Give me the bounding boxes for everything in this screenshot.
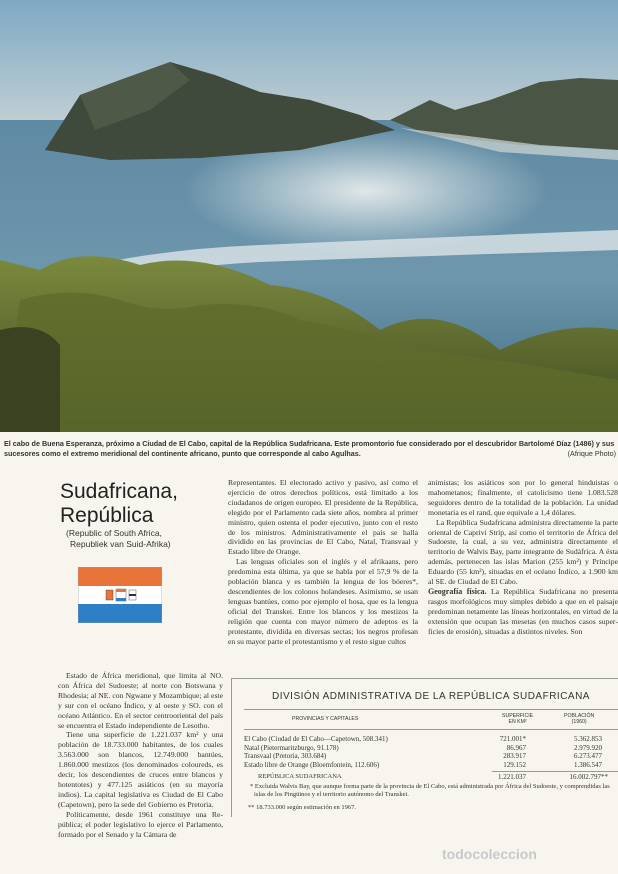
province-name: Transvaal (Pretoria, 303.684) <box>244 752 327 760</box>
photo-caption <box>4 439 616 459</box>
article-column-1 <box>58 671 223 839</box>
col-provinces-header: PROVINCIAS Y CAPITALES <box>292 716 359 722</box>
province-population: 1.386.547 <box>574 760 602 769</box>
article-column-3 <box>428 478 618 637</box>
total-area: 1.221.037 <box>498 773 526 781</box>
article-subtitle <box>66 528 171 550</box>
province-population: 2.979.920 <box>574 743 602 752</box>
table-title: DIVISIÓN ADMINISTRATIVA DE LA REPÚBLICA SUDAFRICANA <box>272 691 590 702</box>
landscape-photo <box>0 0 618 432</box>
title-line-2: República <box>60 504 154 527</box>
paragraph: Tiene una superficie de 1.221.037 km² y una población de 18.733.000 habitantes, de los cuales 3.563.000 son blancos, 12.749.000 bantúes, 1.860.000 mestizos (los denominados coloureds, es decir, los descendientes de cruces entre blancos y hotentotes) y 477.125 asiáticos (en su mayoría indios). La capital legislativa es Ciudad de El Cabo (Capetown), pero la sede del Gobierno es Pretoria. <box>58 730 223 809</box>
col-population-label: POBLACIÓN <box>564 713 595 719</box>
administrative-division-table <box>231 678 618 817</box>
province-name: Estado libre de Orange (Bloemfontein, 112.606) <box>244 760 380 769</box>
photo-credit: (Afrique Photo) <box>567 449 616 458</box>
table-footnote-2: ** 18.733.000 según estimación en 1967. <box>248 804 356 811</box>
paragraph: Estado de África meridional, que limita al NO. con África del Sudoeste; al norte con Botswana y Rhodesia; al NE. con Ngwane y Mozambique; al este y sur con el océano Índico, y al oeste y SO. con el océano Atlántico. En el sector centrooriental del país se encuentra el Estado independiente de Lesotho. <box>58 671 223 730</box>
province-area: 721.001* <box>499 735 526 743</box>
total-name: REPÚBLICA SUDAFRICANA <box>258 773 342 780</box>
province-area: 86.967 <box>506 743 526 752</box>
province-population: 5.362.853 <box>574 735 602 743</box>
subtitle-line-1: (Republic of South Africa, <box>66 528 162 538</box>
divider <box>244 709 618 710</box>
divider <box>492 771 618 772</box>
province-population: 6.273.477 <box>574 752 602 760</box>
south-africa-flag <box>78 567 162 623</box>
article-title <box>60 480 178 528</box>
caption-text: El cabo de Buena Esperanza, próximo a Ciudad de El Cabo, capital de la República Sudafricana. Este promontorio fue considerado por el descubridor Bartolomé Díaz (1486) y sus sucesores como el extremo meridional del continente africano, punto que corresponde al cabo Agulhas. <box>4 439 615 458</box>
section-heading: Geografía física. <box>428 586 487 596</box>
paragraph: animistas; los asiáticos son por lo general hinduistas o mahometanos; finalmente, el catolicismo tiene 1.083.528 seguidores dentro de la totalidad de la población. La unidad monetaria es el rand, que equivale a 1,4 dólares. <box>428 478 618 517</box>
paragraph: Representantes. El electorado activo y pasivo, así como el ejercicio de otros derechos políticos, está limitado a los ciudadanos de origen europeo. El presidente de la República, elegido por el Parlamento cada siete años, nombra al primer ministro, quien ostenta el poder ejecutivo, junto con el resto de los ministros. Administrativamente el país se halla dividido en las provincias de El Cabo, Natal, Transvaal y Estado libre de Orange. <box>228 478 418 557</box>
title-line-1: Sudafricana, <box>60 480 178 503</box>
article-column-2 <box>228 478 418 646</box>
province-area: 129.152 <box>503 760 526 769</box>
paragraph: Políticamente, desde 1961 constituye una República; el poder legislativo lo ejerce el Parlamento, formado por el Senado y la Cámara de <box>58 809 223 839</box>
watermark-text: todocoleccion <box>442 846 537 862</box>
section-text: La República Sudafricana no presenta rasgos morfológicos muy simples debido a que en el paisaje predominan netamente las líneas horizontales, en virtud de la extensión que ocupan las mesetas (en muchos casos superficies de erosión), situadas a distintos niveles. Son <box>428 586 618 636</box>
province-name: Natal (Pietermaritzburgo, 91.178) <box>244 743 339 752</box>
divider <box>244 729 618 730</box>
col-population-header <box>564 713 594 725</box>
col-population-year: (1960) <box>571 719 587 725</box>
subtitle-line-2: Republiek van Suid-Afrika) <box>70 539 171 549</box>
col-area-header <box>502 713 533 725</box>
province-area: 283.917 <box>503 752 526 760</box>
paragraph: Las lenguas oficiales son el inglés y el afrikaans, pero predomina esta última, ya que se habla por el 57,9 % de la población blanca y es también la lengua de los bóeres*, descendientes de los colonos holandeses. Asimismo, se usan lenguas bantúes, como por ejemplo el hosa, que es la lengua oficial del Transkei. Entre los blancos y los mestizos la religión que cuenta con mayor número de adeptos es la protestante, dividida en diversas sectas; los negros profesan en su mayor parte el protestantismo y el resto sigue cultos <box>228 557 418 646</box>
province-name: El Cabo (Ciudad de El Cabo—Capetown, 508.341) <box>244 735 388 743</box>
paragraph: La República Sudafricana administra directamente la parte oriental de Caprivi Strip, así como el territorio de África del Sudoeste, la cual, a su vez, administra directamente el territorio de Walvis Bay, parte integrante de Sudáfrica. A ésta además, pertenecen las islas Marion (255 km²) y Príncipe Eduardo (55 km²), situadas en el océano Índico, a 1.900 km al SE. de Ciudad de El Cabo. <box>428 517 618 587</box>
total-population: 16.002.797** <box>569 773 608 781</box>
table-footnote-1: * Excluida Walvis Bay, que aunque forma parte de la provincia de El Cabo, está administrada por África del Sudoeste, y comprendidas las islas de los Pingüinos y el territorio autónomo del Transkei. <box>250 783 610 798</box>
col-area-label: SUPERFICIE <box>502 713 534 719</box>
col-area-unit: EN KM² <box>508 719 527 725</box>
